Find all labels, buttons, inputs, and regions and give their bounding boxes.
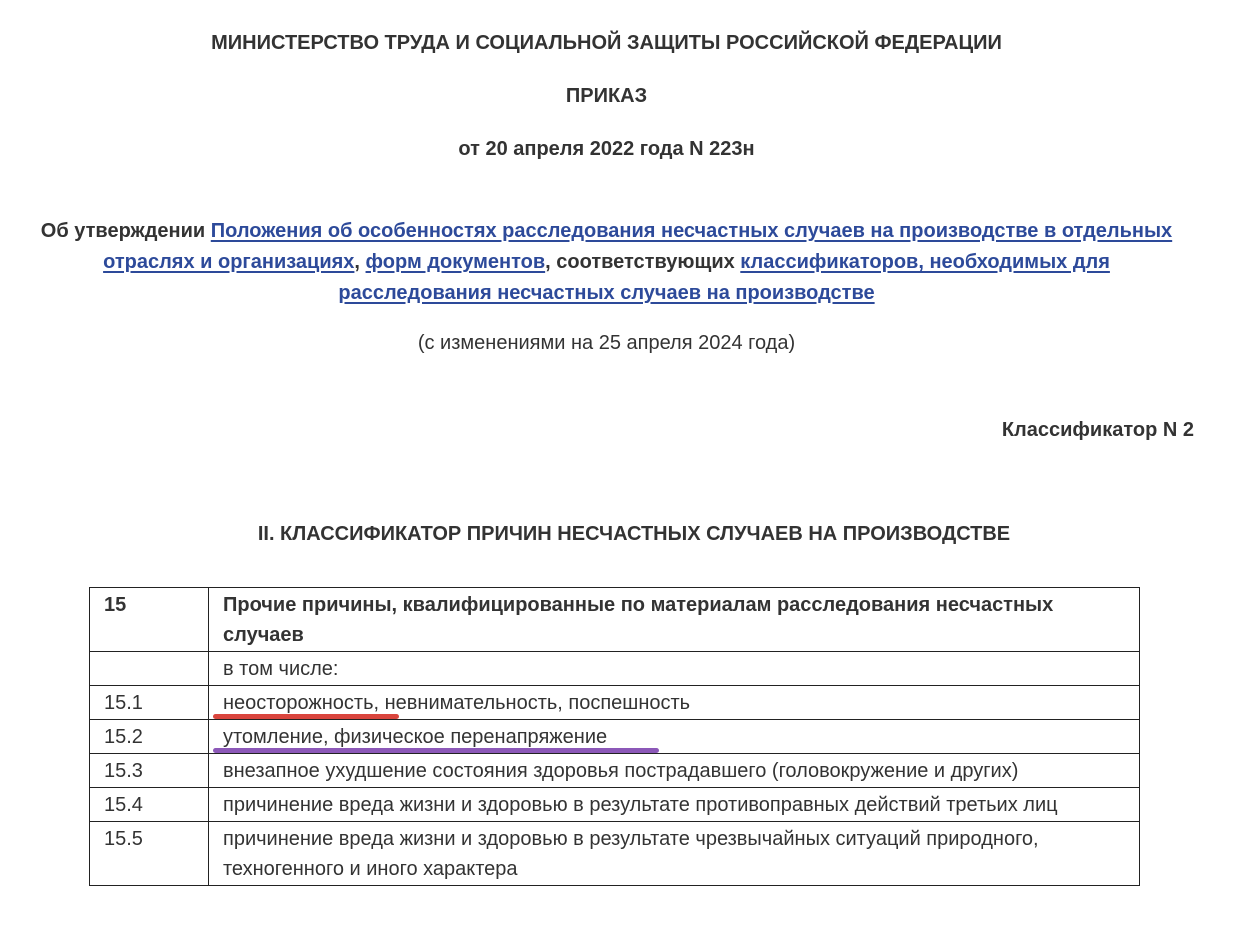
section-title: II. КЛАССИФИКАТОР ПРИЧИН НЕСЧАСТНЫХ СЛУЧАЕВ НА ПРОИЗВОДСТВЕ <box>257 523 1011 545</box>
ministry-heading: МИНИСТЕРСТВО ТРУДА И СОЦИАЛЬНОЙ ЗАЩИТЫ РОССИЙСКОЙ ФЕДЕРАЦИИ <box>211 32 1002 54</box>
approval-title <box>40 216 1173 309</box>
classifier-label: Классификатор N 2 <box>1001 419 1194 441</box>
row-text: Прочие причины, квалифицированные по материалам расследования несчастных случаев <box>209 588 1140 652</box>
row-text: причинение вреда жизни и здоровью в результате противоправных действий третьих лиц <box>209 788 1140 822</box>
row-text: утомление, физическое перенапряжение <box>223 726 608 748</box>
approval-separator: , <box>354 251 366 273</box>
table-row <box>90 788 1140 822</box>
approval-prefix: Об утверждении <box>40 220 211 242</box>
classifiers-link[interactable]: классификаторов, необходимых для расследования несчастных случаев на производстве <box>338 251 1110 304</box>
table-row <box>90 686 1140 720</box>
table-row <box>90 720 1140 754</box>
row-code: 15 <box>90 588 209 652</box>
document-type: ПРИКАЗ <box>565 85 648 107</box>
row-text: в том числе: <box>209 652 1140 686</box>
causes-table <box>89 587 1140 886</box>
regulation-link[interactable]: Положения об особенностях расследования несчастных случаев на производстве в отдельных отраслях и организациях <box>103 220 1173 273</box>
row-code: 15.4 <box>90 788 209 822</box>
row-text: причинение вреда жизни и здоровью в результате чрезвычайных ситуаций природного, техногенного и иного характера <box>209 822 1140 886</box>
purple-underline-mark <box>213 748 659 753</box>
table-row <box>90 754 1140 788</box>
row-text-cell <box>209 720 1140 754</box>
table-row <box>90 588 1140 652</box>
row-code: 15.1 <box>90 686 209 720</box>
table-row <box>90 652 1140 686</box>
document-forms-link[interactable]: форм документов <box>365 251 546 273</box>
red-underline-mark <box>213 714 399 719</box>
row-code: 15.2 <box>90 720 209 754</box>
table-row <box>90 822 1140 886</box>
amendments-note: (с изменениями на 25 апреля 2024 года) <box>417 332 796 354</box>
row-code <box>90 652 209 686</box>
highlighted-text <box>223 726 607 748</box>
approval-middle-text: , соответствующих <box>545 251 741 273</box>
row-code: 15.5 <box>90 822 209 886</box>
document-date-number: от 20 апреля 2022 года N 223н <box>458 138 755 160</box>
row-text-cell <box>209 686 1140 720</box>
highlighted-text <box>223 692 690 714</box>
row-code: 15.3 <box>90 754 209 788</box>
row-text: внезапное ухудшение состояния здоровья пострадавшего (головокружение и других) <box>209 754 1140 788</box>
row-text: неосторожность, невнимательность, поспешность <box>223 692 691 714</box>
